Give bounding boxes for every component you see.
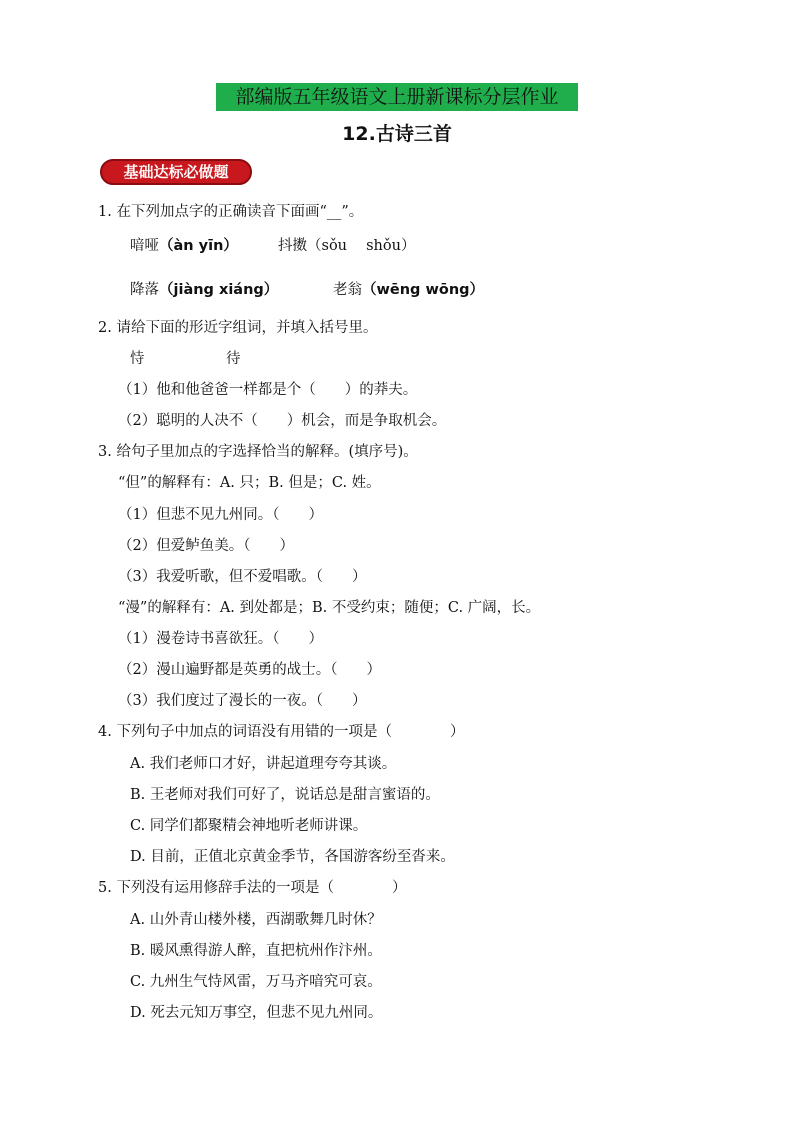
- q4-stem: 4. 下列句子中加点的词语没有用错的一项是（ ）: [98, 724, 465, 740]
- q2-char-1: 恃: [130, 351, 145, 367]
- q3-stem: 3. 给句子里加点的字选择恰当的解释。(填序号)。: [98, 444, 418, 460]
- q3-dan-item-1: （1）但悲不见九州同。（ ）: [118, 507, 323, 523]
- q3-dan-item-3: （3）我爱听歌，但不爱唱歌。（ ）: [118, 569, 367, 585]
- worksheet-banner: 部编版五年级语文上册新课标分层作业: [216, 83, 578, 111]
- q3-man-item-1: （1）漫卷诗书喜欲狂。（ ）: [118, 631, 323, 647]
- q5-option-c: C. 九州生气恃风雷，万马齐喑究可哀。: [130, 974, 382, 990]
- q1-word-3: 降落: [130, 282, 159, 298]
- q5-option-d: D. 死去元知万事空，但悲不见九州同。: [130, 1005, 383, 1021]
- q2-stem: 2. 请给下面的形近字组词，并填入括号里。: [98, 320, 378, 336]
- q2-sentence-1: （1）他和他爸爸一样都是个（ ）的莽夫。: [118, 382, 418, 398]
- q1-pinyin-1: （àn yīn）: [159, 238, 238, 254]
- q3-man-item-2: （2）漫山遍野都是英勇的战士。（ ）: [118, 662, 381, 678]
- q3-man-item-3: （3）我们度过了漫长的一夜。（ ）: [118, 693, 367, 709]
- q5-option-a: A. 山外青山楼外楼，西湖歌舞几时休？: [130, 912, 382, 928]
- q1-pinyin-3: （jiàng xiáng）: [159, 282, 279, 298]
- section-badge: 基础达标必做题: [100, 159, 252, 185]
- q2-char-2: 待: [226, 351, 241, 367]
- q3-dan-definitions: “但”的解释有：A. 只；B. 但是；C. 姓。: [118, 475, 381, 491]
- q1-stem: 1. 在下列加点字的正确读音下面画“__”。: [98, 204, 364, 220]
- q1-pinyin-2: （sǒu shǒu）: [307, 238, 416, 254]
- q4-option-a: A. 我们老师口才好，讲起道理夸夸其谈。: [130, 756, 397, 772]
- q1-word-4: 老翁: [333, 282, 362, 298]
- q1-item-4: [333, 278, 484, 299]
- q1-word-2: 抖擞: [278, 238, 307, 254]
- q1-item-3: [130, 278, 278, 299]
- q5-stem: 5. 下列没有运用修辞手法的一项是（ ）: [98, 880, 407, 896]
- q5-option-b: B. 暖风熏得游人醉，直把杭州作汴州。: [130, 943, 382, 959]
- q3-man-definitions: “漫”的解释有：A. 到处都是；B. 不受约束；随便；C. 广阔，长。: [118, 600, 541, 616]
- q4-option-b: B. 王老师对我们可好了，说话总是甜言蜜语的。: [130, 787, 440, 803]
- q1-pinyin-4: （wēng wōng）: [362, 282, 485, 298]
- q2-sentence-2: （2）聪明的人决不（ ）机会，而是争取机会。: [118, 413, 447, 429]
- q4-option-c: C. 同学们都聚精会神地听老师讲课。: [130, 818, 368, 834]
- q4-option-d: D. 目前，正值北京黄金季节，各国游客纷至沓来。: [130, 849, 455, 865]
- q3-dan-item-2: （2）但爱鲈鱼美。（ ）: [118, 538, 294, 554]
- q1-item-1: [130, 234, 238, 255]
- q1-item-2: [278, 234, 415, 255]
- q1-word-1: 喑哑: [130, 238, 159, 254]
- lesson-title: 12.古诗三首: [342, 123, 452, 145]
